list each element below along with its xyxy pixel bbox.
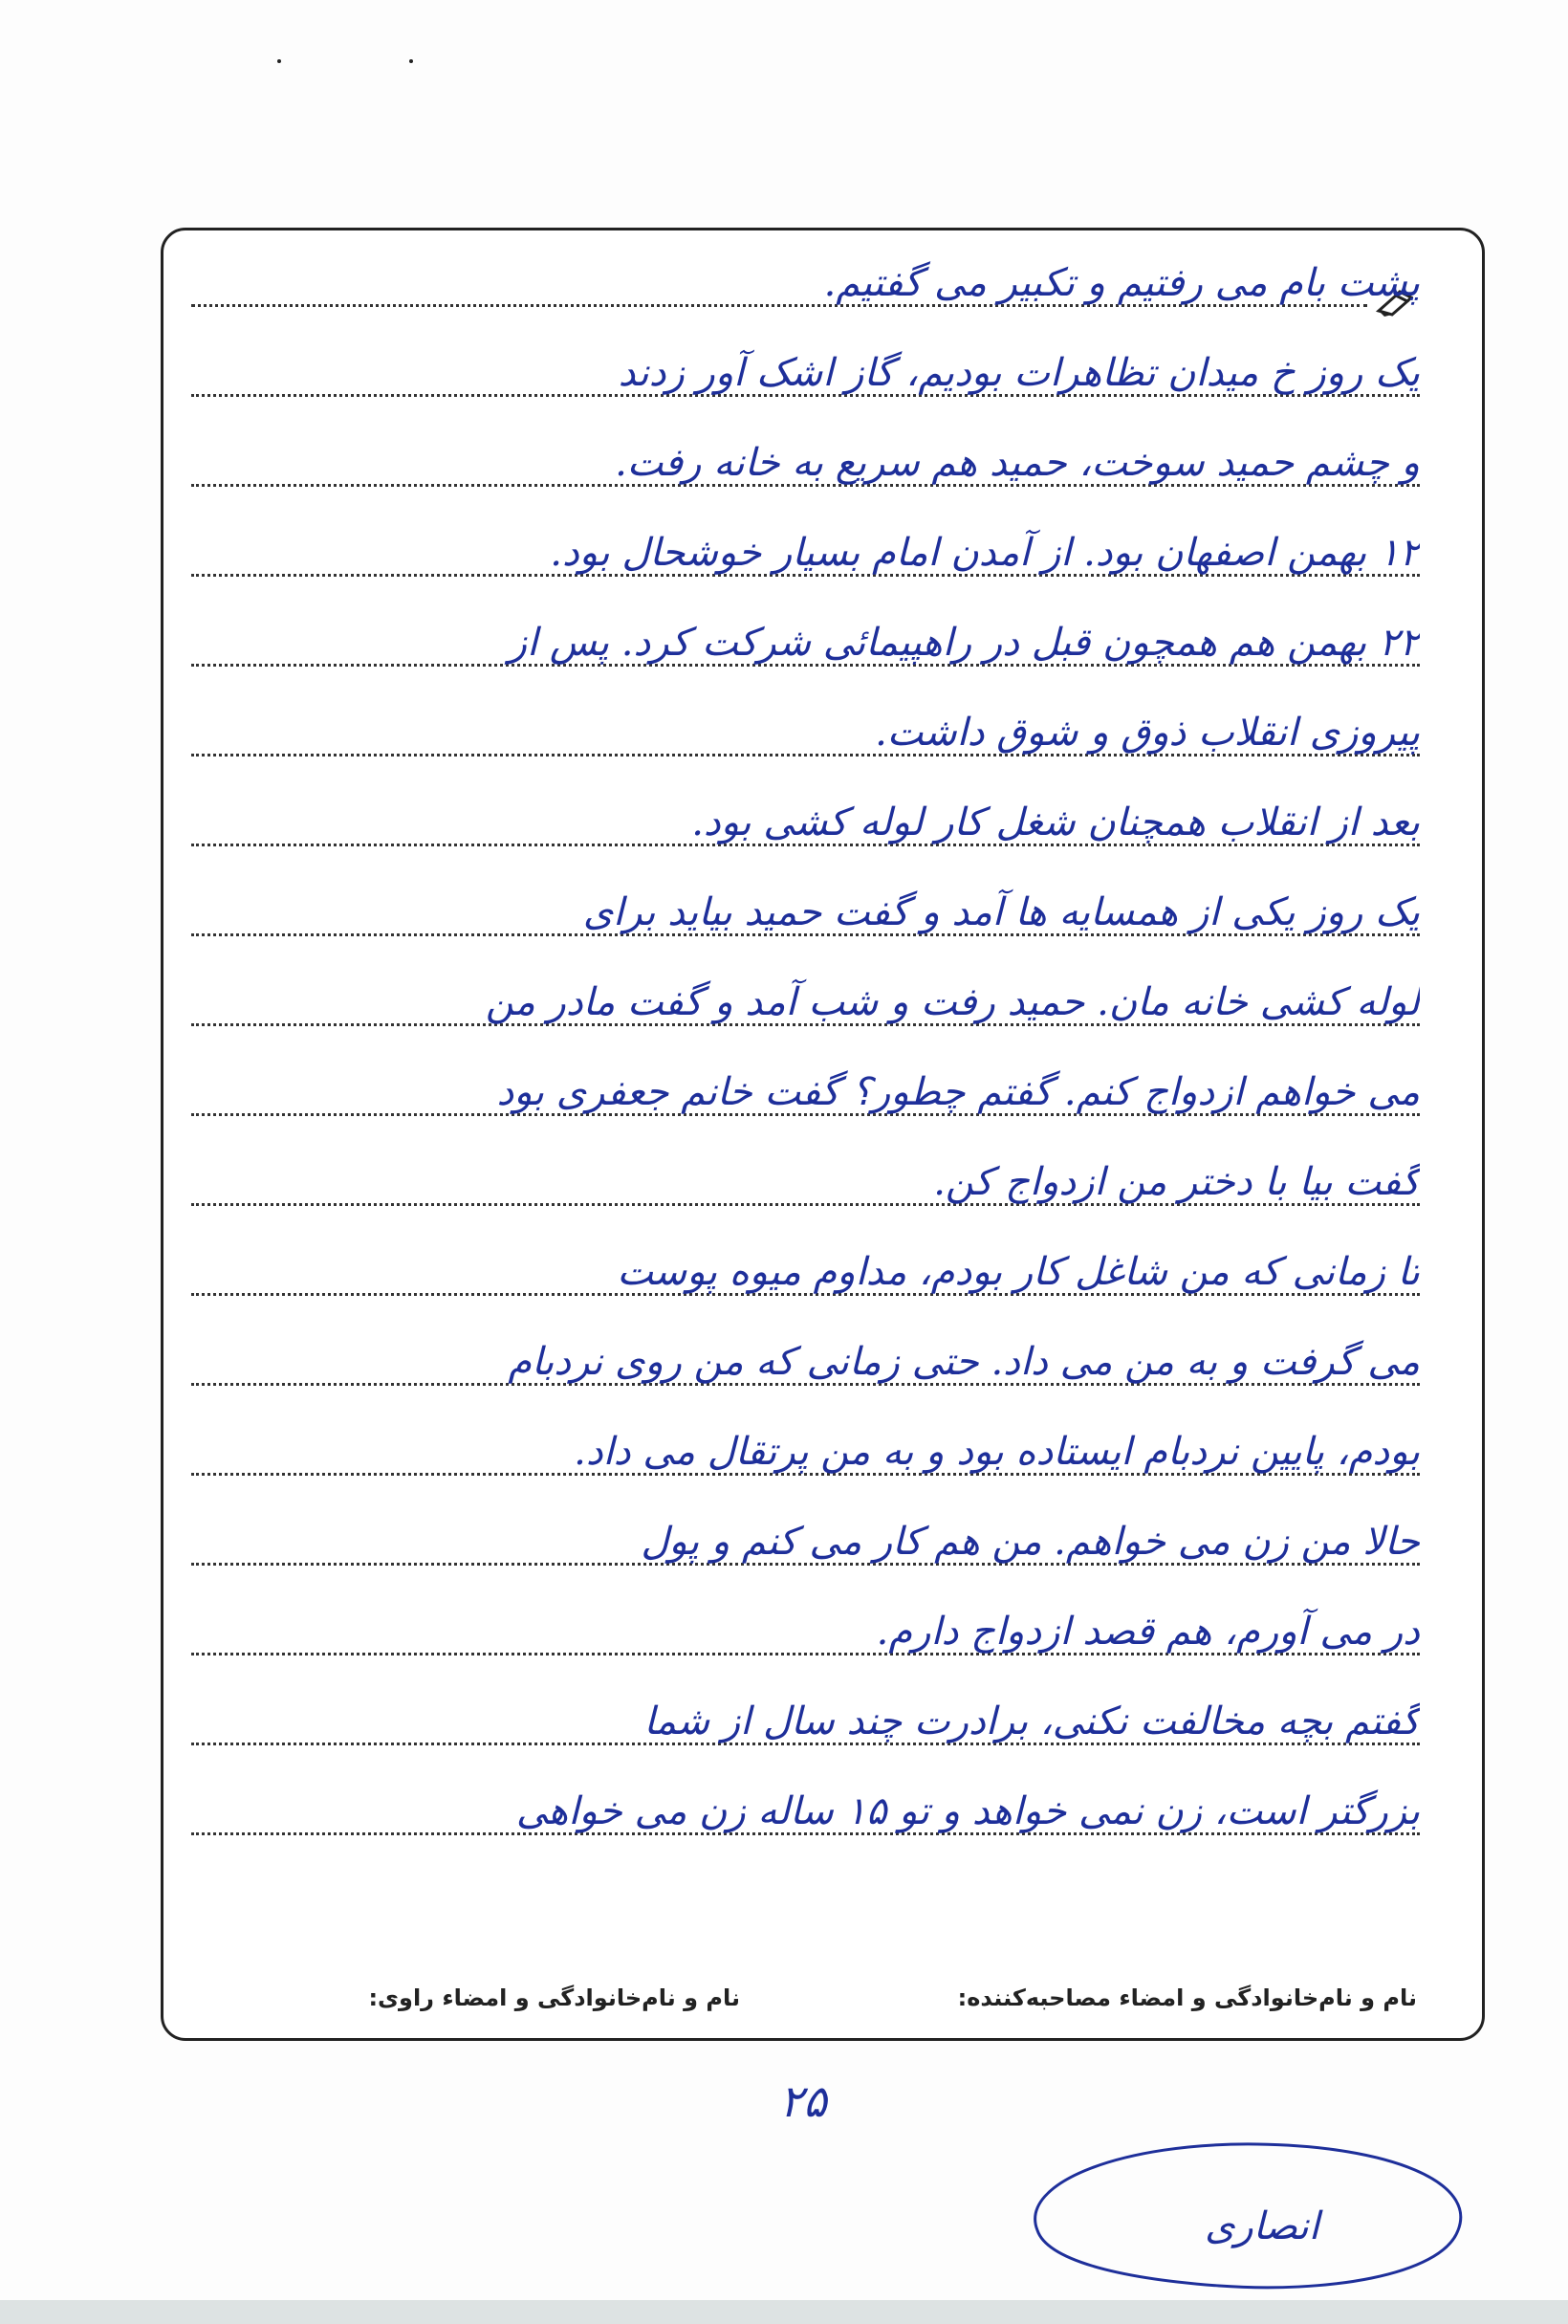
handwritten-line: می گرفت و به من می داد. حتی زمانی که من روی نردبام [508,1340,1420,1384]
handwritten-line: پیروزی انقلاب ذوق و شوق داشت. [875,711,1420,755]
handwritten-line: ۱۲ بهمن اصفهان بود. از آمدن امام بسیار خوشحال بود. [550,531,1420,575]
handwritten-line: و چشم حمید سوخت، حمید هم سریع به خانه رفت. [615,441,1420,485]
handwritten-line: پشت بام می رفتیم و تکبیر می گفتیم. [823,261,1420,305]
handwritten-line: در می آورم، هم قصد ازدواج دارم. [876,1610,1420,1654]
handwritten-line: ۲۲ بهمن هم همچون قبل در راهپیمائی شرکت کرد. پس از [508,621,1420,665]
handwritten-line: بودم، پایین نردبام ایستاده بود و به من پرتقال می داد. [574,1430,1420,1474]
handwritten-line: گفت بیا با دختر من ازدواج کن. [933,1160,1420,1204]
scan-dot [277,59,281,63]
handwritten-line: حالا من زن می خواهم. من هم کار می کنم و پول [641,1520,1420,1564]
handwritten-line: تا زمانی که من شاغل کار بودم، مداوم میوه پوست [617,1250,1420,1294]
handwritten-line: گفتم بچه مخالفت نکنی، برادرت چند سال از شما [643,1699,1420,1743]
scan-dot [409,59,413,63]
handwritten-line: یک روز یکی از همسایه ها آمد و گفت حمید بیاید برای [582,890,1420,934]
handwritten-line: بعد از انقلاب همچنان شغل کار لوله کشی بود. [691,800,1420,844]
interviewer-signature-label: نام و نام‌خانوادگی و امضاء مصاحبه‌کننده: [957,1984,1417,2011]
handwritten-line: می خواهم ازدواج کنم. گفتم چطور؟ گفت خانم جعفری بود [496,1070,1420,1114]
handwritten-line: بزرگتر است، زن نمی خواهد و تو ۱۵ ساله زن می خواهی [515,1789,1420,1833]
handwritten-line: لوله کشی خانه مان. حمید رفت و شب آمد و گفت مادر من [485,980,1420,1024]
page-number: ۲۵ [779,2075,827,2127]
scan-edge [0,2300,1568,2324]
form-frame [161,228,1485,2041]
signature: انصاری [1205,2204,1319,2248]
handwritten-line: یک روز خ میدان تظاهرات بودیم، گاز اشک آور زدند [618,351,1420,395]
narrator-signature-label: نام و نام‌خانوادگی و امضاء راوی: [368,1984,740,2011]
